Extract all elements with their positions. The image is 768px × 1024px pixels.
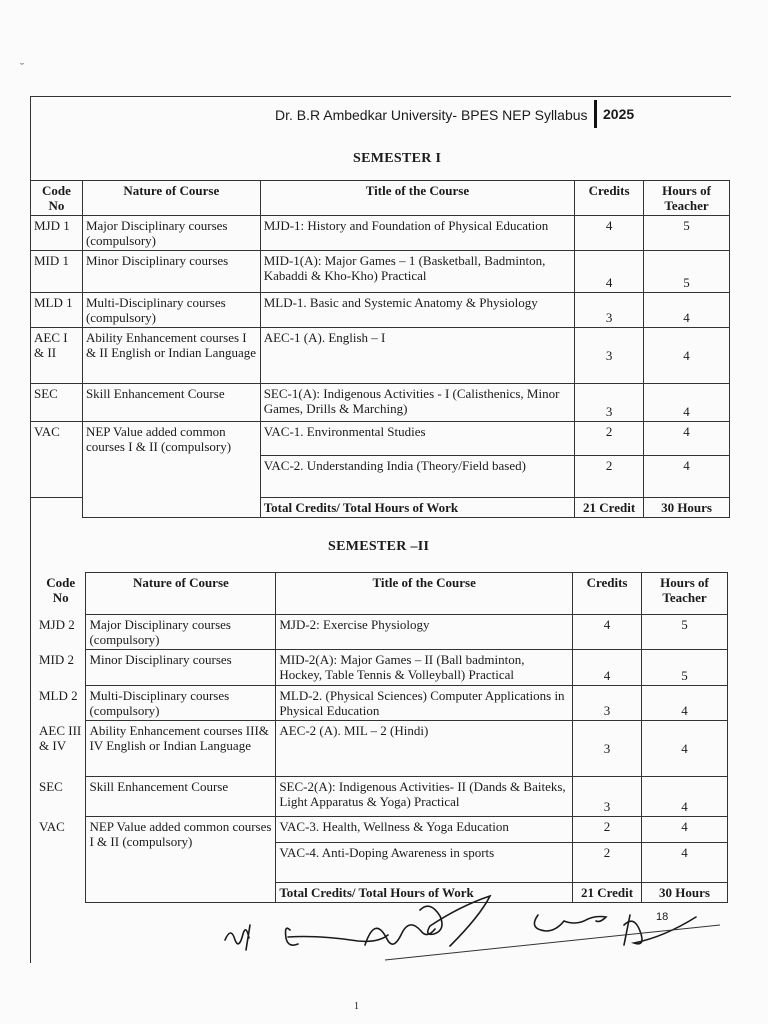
page-number: 18: [656, 911, 669, 923]
course-title: SEC-1(A): Indigenous Activities - I (Calisthenics, Minor Games, Drills & Marching): [260, 384, 574, 422]
course-nature: Ability Enhancement courses III& IV English or Indian Language: [86, 721, 276, 777]
table-row: [31, 422, 730, 456]
table-row: [31, 293, 730, 328]
course-code: SEC: [31, 384, 83, 422]
semester-1-title: SEMESTER I: [353, 151, 442, 166]
course-credits: 4: [575, 216, 644, 251]
course-code: AEC III & IV: [39, 722, 82, 753]
course-credits: 3: [573, 721, 642, 777]
course-hours: 4: [642, 686, 728, 721]
document-header-title: Dr. B.R Ambedkar University- BPES NEP Syllabus: [275, 107, 588, 123]
total-credits: 21 Credit: [575, 498, 644, 518]
table-row: [31, 384, 730, 422]
table-row: [31, 328, 730, 384]
course-credits: 2: [575, 456, 644, 498]
course-code: VAC: [39, 818, 65, 834]
course-code: MJD 1: [31, 216, 83, 251]
course-code: MID 1: [31, 251, 83, 293]
course-hours: 4: [642, 721, 728, 777]
table-header-row: [31, 181, 730, 216]
course-code: MLD 1: [31, 293, 83, 328]
table-row: [36, 777, 728, 817]
course-nature: Ability Enhancement courses I & II English or Indian Language: [82, 328, 260, 384]
course-title: VAC-2. Understanding India (Theory/Field based): [260, 456, 574, 498]
course-credits: 3: [573, 777, 642, 817]
course-title: VAC-1. Environmental Studies: [260, 422, 574, 456]
column-header-nature: Nature of Course: [86, 573, 276, 615]
document-header-year: 2025: [603, 106, 635, 122]
course-hours: 4: [644, 293, 730, 328]
column-header-hours: Hours of Teacher: [644, 181, 730, 216]
course-hours: 5: [644, 251, 730, 293]
course-title: MJD-1: History and Foundation of Physical Education: [260, 216, 574, 251]
course-code: VAC: [31, 422, 83, 498]
course-nature: Minor Disciplinary courses: [82, 251, 260, 293]
course-title: MJD-2: Exercise Physiology: [276, 615, 573, 650]
column-header-credits: Credits: [575, 181, 644, 216]
scan-mark: ˘: [20, 60, 24, 74]
course-credits: 2: [573, 817, 642, 843]
table-row: [31, 251, 730, 293]
course-nature: Skill Enhancement Course: [82, 384, 260, 422]
course-hours: 4: [642, 777, 728, 817]
course-title: SEC-2(A): Indigenous Activities- II (Dands & Baiteks, Light Apparatus & Yoga) Practical: [276, 777, 573, 817]
course-hours: 5: [642, 615, 728, 650]
course-title: AEC-1 (A). English – I: [260, 328, 574, 384]
column-header-code: Code No: [46, 574, 76, 605]
blank-cell: [36, 883, 86, 903]
course-title: AEC-2 (A). MIL – 2 (Hindi): [276, 721, 573, 777]
course-title: MLD-2. (Physical Sciences) Computer Applications in Physical Education: [276, 686, 573, 721]
course-credits: 3: [575, 293, 644, 328]
total-label: Total Credits/ Total Hours of Work: [260, 498, 574, 518]
course-credits: 3: [573, 686, 642, 721]
total-label: Total Credits/ Total Hours of Work: [276, 883, 573, 903]
table-row: [31, 216, 730, 251]
course-nature: Skill Enhancement Course: [86, 777, 276, 817]
course-nature: Multi-Disciplinary courses (compulsory): [82, 293, 260, 328]
course-credits: 4: [573, 650, 642, 686]
total-hours: 30 Hours: [644, 498, 730, 518]
column-header-credits: Credits: [573, 573, 642, 615]
table-row: [36, 686, 728, 721]
course-credits: 3: [575, 384, 644, 422]
blank-cell: [31, 498, 83, 518]
course-credits: 2: [573, 843, 642, 883]
course-nature: Minor Disciplinary courses: [86, 650, 276, 686]
semester-2-table: [36, 572, 728, 903]
course-code: MJD 2: [39, 616, 75, 632]
table-row: [36, 615, 728, 650]
table-row: [36, 650, 728, 686]
course-code: MID 2: [39, 651, 75, 667]
course-hours: 5: [642, 650, 728, 686]
course-credits: 3: [575, 328, 644, 384]
course-title: MLD-1. Basic and Systemic Anatomy & Physiology: [260, 293, 574, 328]
course-credits: 2: [575, 422, 644, 456]
table-header-row: [36, 573, 728, 615]
signatures: [220, 895, 720, 965]
bottom-page-mark: 1: [354, 1001, 359, 1012]
total-credits: 21 Credit: [573, 883, 642, 903]
course-hours: 4: [644, 422, 730, 456]
course-nature: NEP Value added common courses I & II (compulsory): [82, 422, 260, 518]
course-nature: Major Disciplinary courses (compulsory): [82, 216, 260, 251]
course-title: VAC-4. Anti-Doping Awareness in sports: [276, 843, 573, 883]
column-header-hours: Hours of Teacher: [642, 573, 728, 615]
course-hours: 4: [642, 817, 728, 843]
course-nature: NEP Value added common courses I & II (compulsory): [86, 817, 276, 903]
course-code: SEC: [39, 778, 63, 794]
total-hours: 30 Hours: [642, 883, 728, 903]
course-nature: Multi-Disciplinary courses (compulsory): [86, 686, 276, 721]
course-hours: 4: [644, 384, 730, 422]
course-hours: 4: [642, 843, 728, 883]
course-hours: 4: [644, 456, 730, 498]
column-header-code: Code No: [31, 181, 83, 216]
semester-2-title: SEMESTER –II: [328, 539, 430, 554]
header-divider: [594, 100, 597, 128]
course-credits: 4: [573, 615, 642, 650]
column-header-title: Title of the Course: [276, 573, 573, 615]
signature-4: [534, 915, 606, 931]
course-title: VAC-3. Health, Wellness & Yoga Education: [276, 817, 573, 843]
course-credits: 4: [575, 251, 644, 293]
table-row: [36, 721, 728, 777]
column-header-nature: Nature of Course: [82, 181, 260, 216]
course-hours: 4: [644, 328, 730, 384]
course-hours: 5: [644, 216, 730, 251]
course-title: MID-2(A): Major Games – II (Ball badminton, Hockey, Table Tennis & Volleyball) Practical: [276, 650, 573, 686]
table-row: [36, 817, 728, 843]
semester-1-table: [30, 180, 730, 518]
course-code: AEC I & II: [31, 328, 83, 384]
course-code: MLD 2: [39, 687, 78, 703]
column-header-title: Title of the Course: [260, 181, 574, 216]
signature-1: [225, 925, 250, 950]
course-title: MID-1(A): Major Games – 1 (Basketball, Badminton, Kabaddi & Kho-Kho) Practical: [260, 251, 574, 293]
course-nature: Major Disciplinary courses (compulsory): [86, 615, 276, 650]
